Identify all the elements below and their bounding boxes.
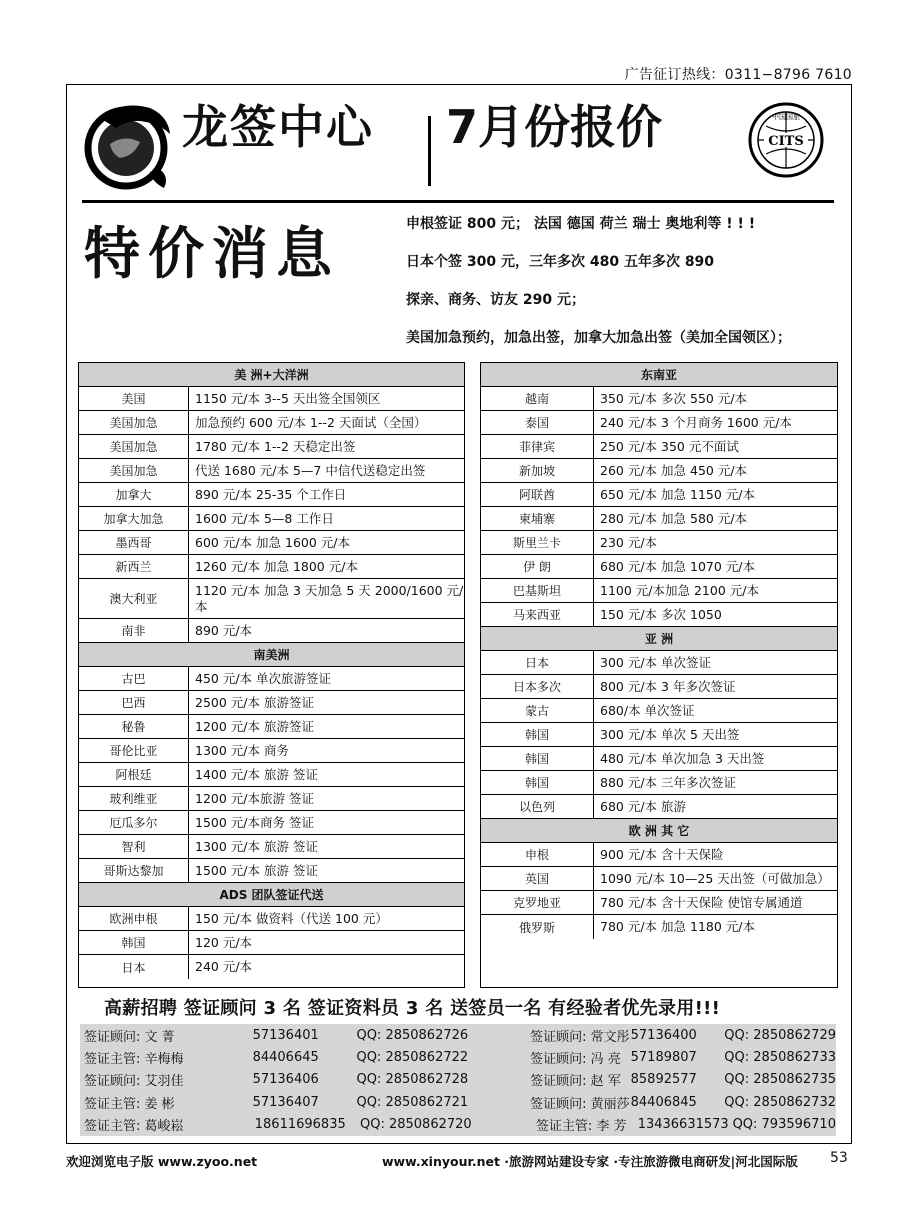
visa-price: 1400 元/本 旅游 签证 — [195, 766, 318, 782]
contact-field: QQ: 2850862732 — [724, 1094, 836, 1110]
table-row — [79, 579, 464, 619]
visa-price: 1600 元/本 5—8 工作日 — [195, 510, 334, 526]
country-name: 阿根廷 — [79, 763, 189, 786]
table-row — [79, 555, 464, 579]
contact-field: QQ: 2850862720 — [359, 1117, 472, 1133]
table-row — [481, 459, 837, 483]
country-name: 泰国 — [481, 411, 594, 434]
contact-field: 84406845 — [630, 1094, 697, 1110]
visa-price: 1200 元/本旅游 签证 — [195, 790, 314, 806]
contact-row — [80, 1046, 836, 1068]
table-row — [79, 619, 464, 643]
visa-price: 280 元/本 加急 580 元/本 — [600, 510, 748, 526]
visa-price: 240 元/本 — [195, 959, 253, 974]
visa-price: 890 元/本 — [195, 622, 253, 638]
table-row — [79, 859, 464, 883]
contact-field: QQ: 2850862726 — [356, 1027, 469, 1043]
country-name: 厄瓜多尔 — [79, 811, 189, 834]
table-row — [481, 603, 837, 627]
country-name: 智利 — [79, 835, 189, 858]
country-name: 新西兰 — [79, 555, 189, 578]
visa-price: 1500 元/本 旅游 签证 — [195, 862, 318, 878]
country-name: 韩国 — [481, 771, 594, 794]
country-name: 加拿大 — [79, 483, 189, 506]
visa-price: 代送 1680 元/本 5—7 中信代送稳定出签 — [195, 462, 426, 478]
table-row — [481, 651, 837, 675]
visa-price: 680 元/本 加急 1070 元/本 — [600, 558, 755, 574]
country-name: 玻利维亚 — [79, 787, 189, 810]
price-table-left — [78, 362, 465, 988]
country-name: 古巴 — [79, 667, 189, 690]
visa-price: 150 元/本 多次 1050 — [600, 606, 722, 622]
visa-price: 1260 元/本 加急 1800 元/本 — [195, 558, 358, 574]
contact-field: 签证顾问: 黄丽莎 — [530, 1096, 630, 1112]
table-row — [481, 579, 837, 603]
table-section-header: 南美洲 — [79, 643, 464, 667]
visa-price: 780 元/本 含十天保险 使馆专属通道 — [600, 894, 803, 910]
visa-price: 150 元/本 做资料（代送 100 元） — [195, 910, 388, 926]
visa-price: 230 元/本 — [600, 534, 658, 550]
table-section-header: ADS 团队签证代送 — [79, 883, 464, 907]
contact-field: 签证顾问: 赵 军 — [530, 1074, 621, 1090]
country-name: 阿联酋 — [481, 483, 594, 506]
country-name: 美国加急 — [79, 459, 189, 482]
header-rule — [82, 200, 834, 203]
country-name: 巴西 — [79, 691, 189, 714]
table-row — [481, 675, 837, 699]
contact-field: 签证顾问: 常文彤 — [530, 1029, 630, 1045]
country-name: 日本 — [481, 651, 594, 674]
table-row — [481, 867, 837, 891]
visa-price: 300 元/本 单次签证 — [600, 654, 712, 670]
country-name: 斯里兰卡 — [481, 531, 594, 554]
visa-price: 1780 元/本 1--2 天稳定出签 — [195, 438, 356, 454]
country-name: 美国加急 — [79, 411, 189, 434]
table-row — [79, 411, 464, 435]
table-row — [79, 435, 464, 459]
contact-field: QQ: 2850862735 — [724, 1072, 836, 1088]
visa-price: 680 元/本 旅游 — [600, 798, 687, 814]
country-name: 韩国 — [481, 747, 594, 770]
contact-field: 57136406 — [252, 1072, 319, 1088]
table-row — [79, 907, 464, 931]
country-name: 美国加急 — [79, 435, 189, 458]
table-row — [79, 955, 464, 979]
table-row — [79, 531, 464, 555]
contact-field: 85892577 — [630, 1072, 697, 1088]
contact-field: 签证顾问: 艾羽佳 — [84, 1074, 184, 1090]
table-row — [79, 715, 464, 739]
ad-hotline: 广告征订热线：0311−8796 7610 — [624, 67, 852, 83]
country-name: 日本 — [79, 955, 189, 979]
visa-price: 600 元/本 加急 1600 元/本 — [195, 534, 350, 550]
table-row — [79, 811, 464, 835]
visa-price: 800 元/本 3 年多次签证 — [600, 678, 736, 694]
special-offer-line: 申根签证 800 元； 法国 德国 荷兰 瑞士 奥地利等 ! ! ! — [406, 216, 756, 232]
contact-row — [80, 1024, 836, 1046]
table-row — [79, 483, 464, 507]
table-row — [481, 387, 837, 411]
visa-price: 680/本 单次签证 — [600, 702, 695, 718]
country-name: 澳大利亚 — [79, 579, 189, 618]
visa-price: 880 元/本 三年多次签证 — [600, 774, 737, 790]
special-offer-title: 特价消息 — [84, 221, 340, 287]
country-name: 哥斯达黎加 — [79, 859, 189, 882]
country-name: 南非 — [79, 619, 189, 642]
contact-field: QQ: 2850862728 — [356, 1072, 469, 1088]
footer-website-left[interactable]: 欢迎浏览电子版 www.zyoo.net — [66, 1154, 258, 1169]
contact-field: 13436631573 — [637, 1117, 729, 1133]
country-name: 以色列 — [481, 795, 594, 818]
country-name: 柬埔寨 — [481, 507, 594, 530]
visa-price: 260 元/本 加急 450 元/本 — [600, 462, 748, 478]
country-name: 马来西亚 — [481, 603, 594, 626]
page-number: 53 — [830, 1150, 848, 1166]
table-row — [79, 667, 464, 691]
visa-price: 1500 元/本商务 签证 — [195, 814, 314, 830]
table-row — [481, 795, 837, 819]
special-offer-list — [406, 216, 846, 368]
visa-price: 480 元/本 单次加急 3 天出签 — [600, 750, 765, 766]
table-row — [79, 459, 464, 483]
contact-field: 签证顾问: 文 菁 — [84, 1029, 175, 1045]
price-table-right — [480, 362, 838, 988]
table-row — [481, 411, 837, 435]
table-row — [481, 723, 837, 747]
table-row — [481, 699, 837, 723]
special-offer-line: 美国加急预约，加急出签，加拿大加急出签（美加全国领区）； — [406, 330, 791, 346]
table-row — [481, 771, 837, 795]
table-row — [481, 747, 837, 771]
contact-field: 签证顾问: 冯 亮 — [530, 1052, 621, 1068]
table-row — [79, 691, 464, 715]
contact-row — [80, 1114, 836, 1136]
brand-subtitle: 7月份报价 — [446, 100, 663, 154]
cits-logo-icon — [746, 100, 826, 180]
country-name: 俄罗斯 — [481, 915, 594, 939]
table-row — [481, 891, 837, 915]
table-row — [79, 507, 464, 531]
table-section-header: 美 洲+大洋洲 — [79, 363, 464, 387]
visa-price: 780 元/本 加急 1180 元/本 — [600, 919, 755, 934]
table-row — [79, 931, 464, 955]
country-name: 伊 朗 — [481, 555, 594, 578]
contact-field: 57136407 — [252, 1094, 319, 1110]
visa-price: 1300 元/本 旅游 签证 — [195, 838, 318, 854]
country-name: 美国 — [79, 387, 189, 410]
country-name: 申根 — [481, 843, 594, 866]
visa-price: 1200 元/本 旅游签证 — [195, 718, 314, 734]
table-section-header: 欧 洲 其 它 — [481, 819, 837, 843]
contact-field: 签证主管: 葛峻崧 — [84, 1119, 184, 1135]
visa-price: 250 元/本 350 元不面试 — [600, 438, 739, 454]
table-row — [481, 507, 837, 531]
country-name: 墨西哥 — [79, 531, 189, 554]
contact-field: 签证主管: 姜 彬 — [84, 1096, 175, 1112]
contact-field: 18611696835 — [254, 1117, 346, 1133]
country-name: 英国 — [481, 867, 594, 890]
footer-website-right[interactable]: www.xinyour.net ·旅游网站建设专家 ·专注旅游微电商研发|河北国际版 — [382, 1154, 798, 1169]
country-name: 越南 — [481, 387, 594, 410]
contact-field: 签证主管: 李 芳 — [535, 1119, 627, 1135]
visa-price: 2500 元/本 旅游签证 — [195, 694, 314, 710]
visa-price: 450 元/本 单次旅游签证 — [195, 670, 332, 686]
country-name: 加拿大加急 — [79, 507, 189, 530]
table-row — [481, 555, 837, 579]
country-name: 韩国 — [79, 931, 189, 954]
visa-price: 1300 元/本 商务 — [195, 742, 289, 758]
visa-price: 350 元/本 多次 550 元/本 — [600, 390, 748, 406]
table-row — [79, 739, 464, 763]
table-row — [79, 835, 464, 859]
country-name: 新加坡 — [481, 459, 594, 482]
visa-price: 300 元/本 单次 5 天出签 — [600, 726, 740, 742]
table-row — [481, 483, 837, 507]
table-row — [79, 763, 464, 787]
contact-field: 84406645 — [252, 1050, 319, 1066]
table-row — [481, 531, 837, 555]
contact-field: QQ: 2850862722 — [356, 1050, 469, 1066]
contact-field: 57189807 — [630, 1050, 697, 1066]
table-row — [79, 787, 464, 811]
visa-price: 1150 元/本 3--5 天出签全国领区 — [195, 390, 381, 406]
contact-field: QQ: 2850862733 — [724, 1050, 836, 1066]
contact-field: 57136400 — [630, 1027, 697, 1043]
table-row — [481, 843, 837, 867]
contact-list — [80, 1024, 836, 1136]
country-name: 克罗地亚 — [481, 891, 594, 914]
visa-price: 240 元/本 3 个月商务 1600 元/本 — [600, 414, 792, 430]
dragon-logo-icon — [80, 98, 176, 190]
contact-row — [80, 1091, 836, 1113]
visa-price: 1120 元/本 加急 3 天加急 5 天 2000/1600 元/本 — [195, 582, 464, 614]
contact-row — [80, 1069, 836, 1091]
contact-field: 签证主管: 辛梅梅 — [84, 1052, 184, 1068]
table-section-header: 东南亚 — [481, 363, 837, 387]
country-name: 欧洲申根 — [79, 907, 189, 930]
visa-price: 900 元/本 含十天保险 — [600, 846, 724, 862]
cits-logo-text: CITS — [768, 134, 804, 149]
country-name: 韩国 — [481, 723, 594, 746]
table-section-header: 亚 洲 — [481, 627, 837, 651]
country-name: 日本多次 — [481, 675, 594, 698]
visa-price: 1100 元/本加急 2100 元/本 — [600, 582, 759, 598]
contact-field: QQ: 2850862721 — [356, 1094, 469, 1110]
special-offer-line: 日本个签 300 元，三年多次 480 五年多次 890 — [406, 254, 715, 270]
visa-price: 加急预约 600 元/本 1--2 天面试（全国） — [195, 414, 427, 430]
brand-name: 龙签中心 — [182, 100, 374, 154]
visa-price: 120 元/本 — [195, 934, 253, 950]
recruitment-banner: 高薪招聘 签证顾问 3 名 签证资料员 3 名 送签员一名 有经验者优先录用!!! — [104, 998, 721, 1019]
visa-price: 1090 元/本 10—25 天出签（可做加急） — [600, 870, 830, 886]
country-name: 蒙古 — [481, 699, 594, 722]
table-row — [79, 387, 464, 411]
country-name: 秘鲁 — [79, 715, 189, 738]
country-name: 哥伦比亚 — [79, 739, 189, 762]
visa-price: 650 元/本 加急 1150 元/本 — [600, 486, 755, 502]
special-offer-line: 探亲、商务、访友 290 元； — [406, 292, 585, 308]
brand-divider — [428, 116, 431, 186]
table-row — [481, 915, 837, 939]
contact-field: 57136401 — [252, 1027, 319, 1043]
contact-field: QQ: 2850862729 — [724, 1027, 836, 1043]
country-name: 菲律宾 — [481, 435, 594, 458]
cits-logo-ring-text: 中国国旅 — [772, 113, 800, 121]
contact-field: QQ: 793596710 — [732, 1117, 836, 1133]
visa-price: 890 元/本 25-35 个工作日 — [195, 486, 347, 502]
country-name: 巴基斯坦 — [481, 579, 594, 602]
table-row — [481, 435, 837, 459]
